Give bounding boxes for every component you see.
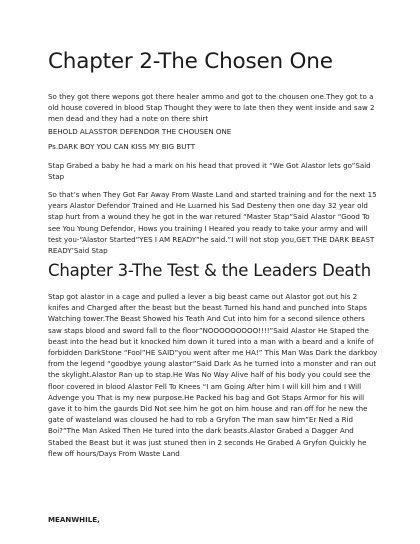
chapter-2-heading: Chapter 2-The Chosen One	[48, 49, 333, 74]
chapter-3-meanwhile	[48, 514, 380, 525]
paragraph-text: BEHOLD ALASSTOR DEFENDOR THE CHOUSEN ONE	[48, 127, 232, 136]
chapter-2-paragraph-2	[48, 160, 380, 182]
paragraph-text: Stap Grabed a baby he had a mark on his head that proved it “We Got Alastor lets go”Said Stap	[48, 161, 371, 182]
chapter-2-paragraph-3	[48, 189, 380, 256]
paragraph-text: MEANWHILE,	[48, 515, 100, 524]
chapter-3-paragraph-1	[48, 291, 380, 459]
chapter-2-note-line-1	[48, 126, 380, 137]
chapter-2-paragraph-1	[48, 91, 380, 125]
chapter-3-heading: Chapter 3-The Test & the Leaders Death	[48, 261, 371, 280]
paragraph-text: So that’s when They Got Far Away From Waste Land and started training and for the next 15 years Alastor Defendor Trained and He Luarned his Sad Desteny then one day 32 year old stap hurt from a wound they he got in the war retured “Master Stap”Said Alastor “Good To see You Young Defendor, Hows you training I Heared you ready to take your army and will test you-“Alastor Started”YES I AM READY”he said.”I will not stop you,GET THE DARK BEAST READY’Said Stap	[48, 190, 377, 256]
chapter-2-note-line-2	[48, 141, 380, 152]
paragraph-text: So they got there wepons got there healer ammo and got to the chousen one.They got to a old house covered in blood Stap Thought they were to late then they went inside and saw 2 men dead and they had a note on there shirt	[48, 92, 375, 124]
paragraph-text: Ps.DARK BOY YOU CAN KISS MY BIG BUTT	[48, 142, 196, 151]
paragraph-text: Stap got alastor in a cage and pulled a lever a big beast came out Alastor got out his 2 knifes and Charged after the beast but the beast Turned his hand and punched into Staps Watching tower.The Beast Showed his Teath And Cut into him for a second silence others saw staps blood and sword fall to the floor”NOOOOOOOOO!!!!”Said Alastor He Staped the beast into the head but it knocked him down it tured into a man with a beard and a knife of forbidden DarkStone “Fool”HE SAID”you went after me HA!” This Man Was Dark the darkboy from the legend “goodbye young alastor”Said Dark As he turned into a monster and ran out the skylight.Alastor Ran up to stap.He Was No Way Alive half of his body you could see the floor covered in blood Alastor Fell To Knees “I am Going After him I will kill him and I Will Advenge you That is my new purpose.He Packed his bag and Got Staps Armor for his will gave it to him the gaurds Did Not see him he got on him house and ran off for he new the gate of wasteland was cloused he had to rob a Gryfon The man saw him”Er Ned a Rid Boi?”The Man Asked Then He tured into the dark beasts.Alastor Grabed a Dagger And Stabed the Beast but it was just stuned then in 2 seconds He Grabed A Gryfon Quickly he flew off hours/Days From Waste Land	[48, 292, 378, 458]
